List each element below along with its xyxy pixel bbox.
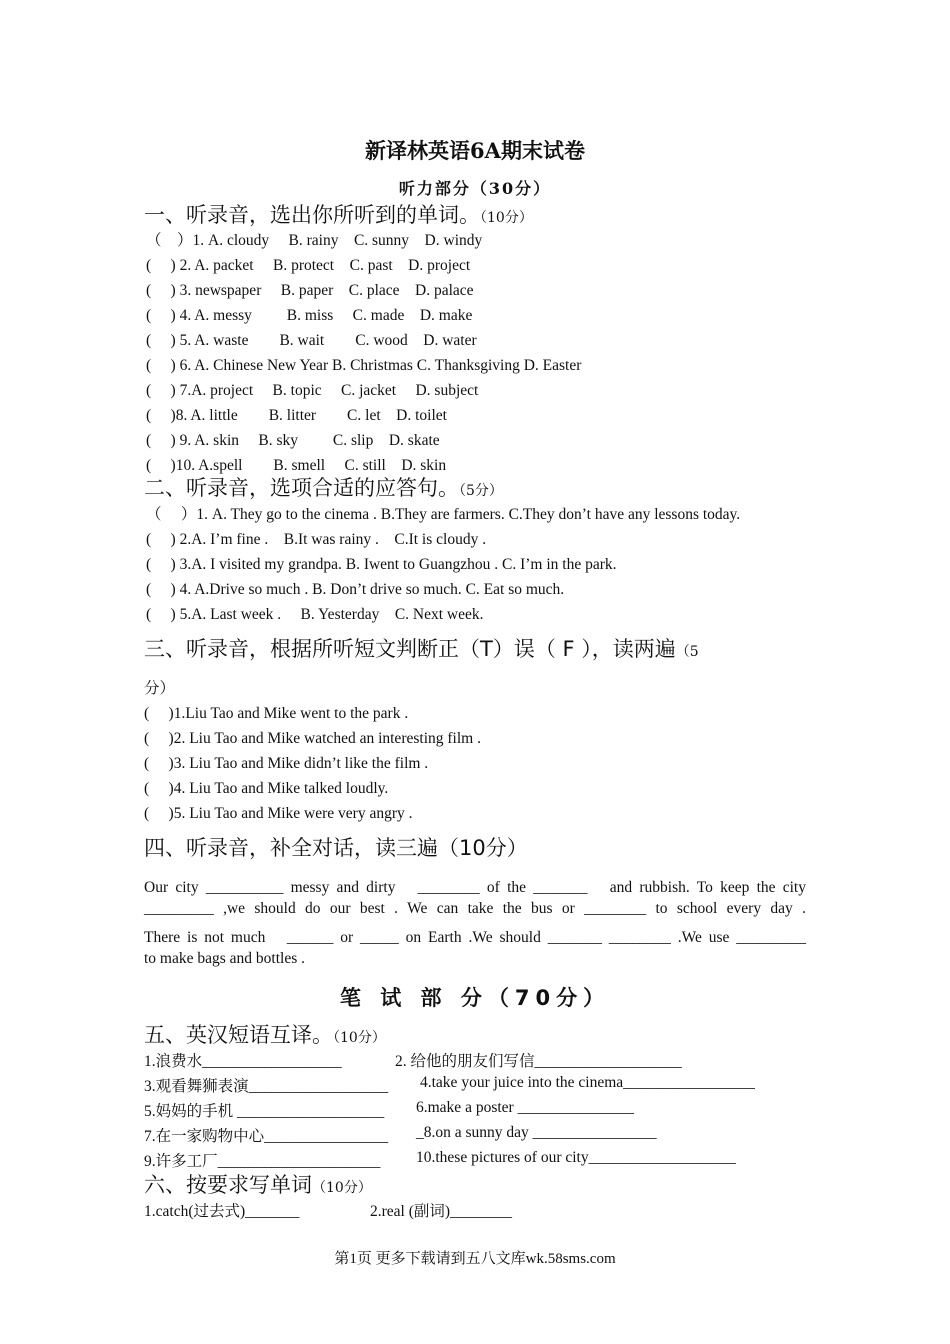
- question-item: （ ）1. A. cloudy B. rainy C. sunny D. windy: [146, 232, 483, 249]
- phrase-item: 5.妈妈的手机 ___________________: [144, 1103, 385, 1120]
- phrase-item: _8.on a sunny day ________________: [416, 1124, 657, 1141]
- cloze-line: _________ ,we should do our best . We can take the bus or ________ to school every day .: [144, 900, 806, 917]
- phrase-item: 2. 给他的朋友们写信___________________: [395, 1053, 682, 1070]
- section-5-heading: [144, 1019, 386, 1049]
- section-2-title: 二、听录音，选项合适的应答句。: [144, 476, 459, 500]
- section-5-title: 五、英汉短语互译。: [144, 1023, 333, 1047]
- question-item: ( ) 5.A. Last week . B. Yesterday C. Next week.: [146, 606, 484, 623]
- question-item: ( )5. Liu Tao and Mike were very angry .: [144, 805, 413, 822]
- page-footer: 第1页 更多下载请到五八文库wk.58sms.com: [334, 1251, 616, 1267]
- question-item: ( ) 9. A. skin B. sky C. slip D. skate: [146, 432, 440, 449]
- section-3-points-cont: 分）: [144, 680, 176, 697]
- section-3-title: 三、听录音，根据所听短文判断正（T）误（ F ），读两遍: [144, 637, 676, 661]
- question-item: ( ) 3.A. I visited my grandpa. B. Iwent to Guangzhou . C. I’m in the park.: [146, 556, 617, 573]
- section-1-heading: [144, 199, 533, 229]
- question-item: ( )2. Liu Tao and Mike watched an interesting film .: [144, 730, 481, 747]
- phrase-item: 10.these pictures of our city___________________: [416, 1149, 736, 1166]
- section-1-points: （10分）: [480, 210, 533, 226]
- word-item: 1.catch(过去式)_______: [144, 1203, 300, 1220]
- phrase-item: 7.在一家购物中心________________: [144, 1128, 389, 1145]
- phrase-item: 9.许多工厂_____________________: [144, 1153, 381, 1170]
- word-item: 2.real (副词)________: [370, 1203, 513, 1220]
- listening-section-header: 听力部分（30分）: [398, 179, 552, 198]
- phrase-item: 1.浪费水__________________: [144, 1053, 342, 1070]
- question-item: ( ) 5. A. waste B. wait C. wood D. water: [146, 332, 477, 349]
- section-4-heading: 四、听录音，补全对话，读三遍（10分）: [144, 836, 528, 860]
- phrase-item: 3.观看舞狮表演__________________: [144, 1078, 389, 1095]
- question-item: ( )3. Liu Tao and Mike didn’t like the film .: [144, 755, 429, 772]
- question-item: ( )4. Liu Tao and Mike talked loudly.: [144, 780, 389, 797]
- written-section-header: 笔 试 部 分（70分）: [339, 986, 611, 1010]
- question-item: ( )10. A.spell B. smell C. still D. skin: [146, 457, 447, 474]
- section-6-title: 六、按要求写单词: [144, 1173, 312, 1197]
- cloze-line: Our city __________ messy and dirty ________ of the _______ and rubbish. To keep the city: [144, 879, 806, 896]
- cloze-line: There is not much ______ or _____ on Earth .We should _______ ________ .We use _________: [144, 929, 806, 946]
- question-item: （ ）1. A. They go to the cinema . B.They are farmers. C.They don’t have any lessons today.: [146, 506, 741, 523]
- question-item: ( ) 4. A. messy B. miss C. made D. make: [146, 307, 473, 324]
- question-item: ( ) 3. newspaper B. paper C. place D. palace: [146, 282, 474, 299]
- question-item: ( ) 6. A. Chinese New Year B. Christmas C. Thanksgiving D. Easter: [146, 357, 582, 374]
- section-3-heading: [144, 633, 699, 663]
- cloze-line: to make bags and bottles .: [144, 950, 305, 967]
- phrase-item: 4.take your juice into the cinema_________________: [420, 1074, 755, 1091]
- page-title: 新译林英语6A期末试卷: [365, 138, 585, 163]
- section-6-points: （10分）: [312, 1180, 372, 1196]
- question-item: ( ) 2. A. packet B. protect C. past D. project: [146, 257, 471, 274]
- section-2-heading: [144, 472, 503, 502]
- section-2-points: （5分）: [459, 483, 503, 499]
- question-item: ( ) 7.A. project B. topic C. jacket D. subject: [146, 382, 479, 399]
- section-3-points: （5: [675, 644, 699, 660]
- question-item: ( ) 4. A.Drive so much . B. Don’t drive so much. C. Eat so much.: [146, 581, 565, 598]
- question-item: ( )8. A. little B. litter C. let D. toilet: [146, 407, 447, 424]
- question-item: ( )1.Liu Tao and Mike went to the park .: [144, 705, 409, 722]
- section-5-points: （10分）: [333, 1030, 386, 1046]
- question-item: ( ) 2.A. I’m fine . B.It was rainy . C.It is cloudy .: [146, 531, 487, 548]
- section-1-title: 一、听录音，选出你所听到的单词。: [144, 203, 480, 227]
- phrase-item: 6.make a poster _______________: [416, 1099, 634, 1116]
- section-6-heading: [144, 1169, 372, 1199]
